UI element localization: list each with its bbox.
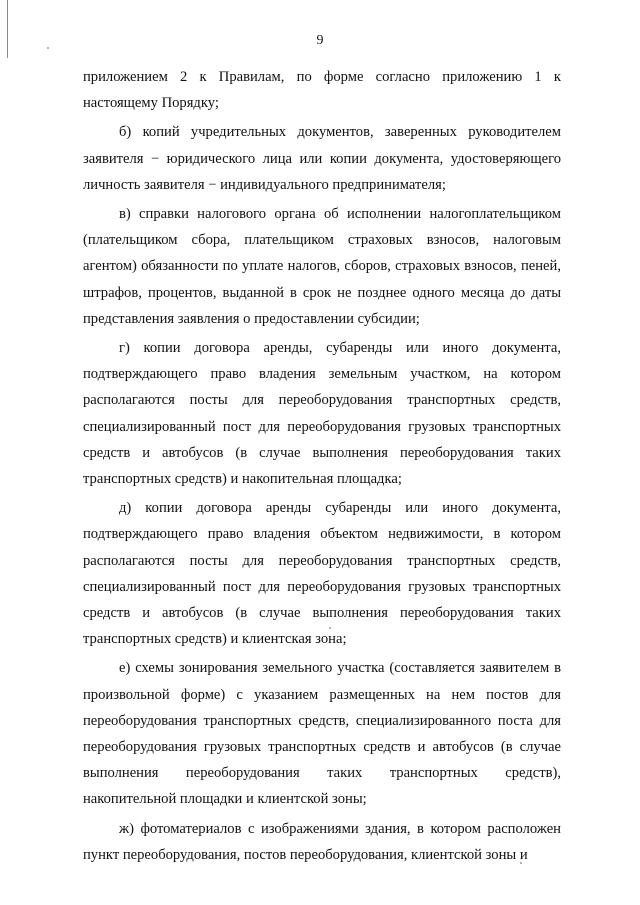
scan-edge-mark	[7, 0, 8, 58]
paragraph-item-zh: ж) фотоматериалов с изображениями здания, в котором расположен пункт переоборудования, постов переоборудования, клиентской зоны и	[83, 820, 561, 863]
paragraph-item-v: в) справки налогового органа об исполнении налогоплательщиком (плательщиком сбора, плательщиком страховых взносов, налоговым агентом) обязанности по уплате налогов, сборов, страховых взносов, пеней, штрафов, процентов, выданной в срок не позднее одного месяца до даты представления заявления о предоставлении субсидии;	[83, 206, 561, 327]
page-number: 9	[316, 33, 324, 48]
paragraph-item-d: д) копии договора аренды субаренды или иного документа, подтверждающего право владения объектом недвижимости, в котором располагаются посты для переоборудования транспортных средств, специализированный пост для переоборудования грузовых транспортных средств и автобусов (в случае выполнения переоборудования таких транспортных средств) и клиентская зона;	[83, 500, 561, 648]
paragraph-item-e: е) схемы зонирования земельного участка (составляется заявителем в произвольной форме) с указанием размещенных на нем постов для переоборудования транспортных средств, специализированного поста для переоборудования грузовых транспортных средств и автобусов (в случае выполнения переоборудования таких транспортных средств), накопительной площадки и клиентской зоны;	[83, 660, 561, 808]
paragraph-continuation: приложением 2 к Правилам, по форме согласно приложению 1 к настоящему Порядку;	[83, 69, 561, 112]
paragraph-item-g: г) копии договора аренды, субаренды или иного документа, подтверждающего право владения земельным участком, на котором располагаются посты для переоборудования транспортных средств, специализированный пост для переоборудования грузовых транспортных средств и автобусов (в случае выполнения переоборудования таких транспортных средств) и накопительная площадка;	[83, 340, 561, 488]
document-body	[83, 64, 561, 868]
paragraph-item-b: б) копий учредительных документов, заверенных руководителем заявителя − юридического лица или копии документа, удостоверяющего личность заявителя − индивидуального предпринимателя;	[83, 124, 561, 193]
